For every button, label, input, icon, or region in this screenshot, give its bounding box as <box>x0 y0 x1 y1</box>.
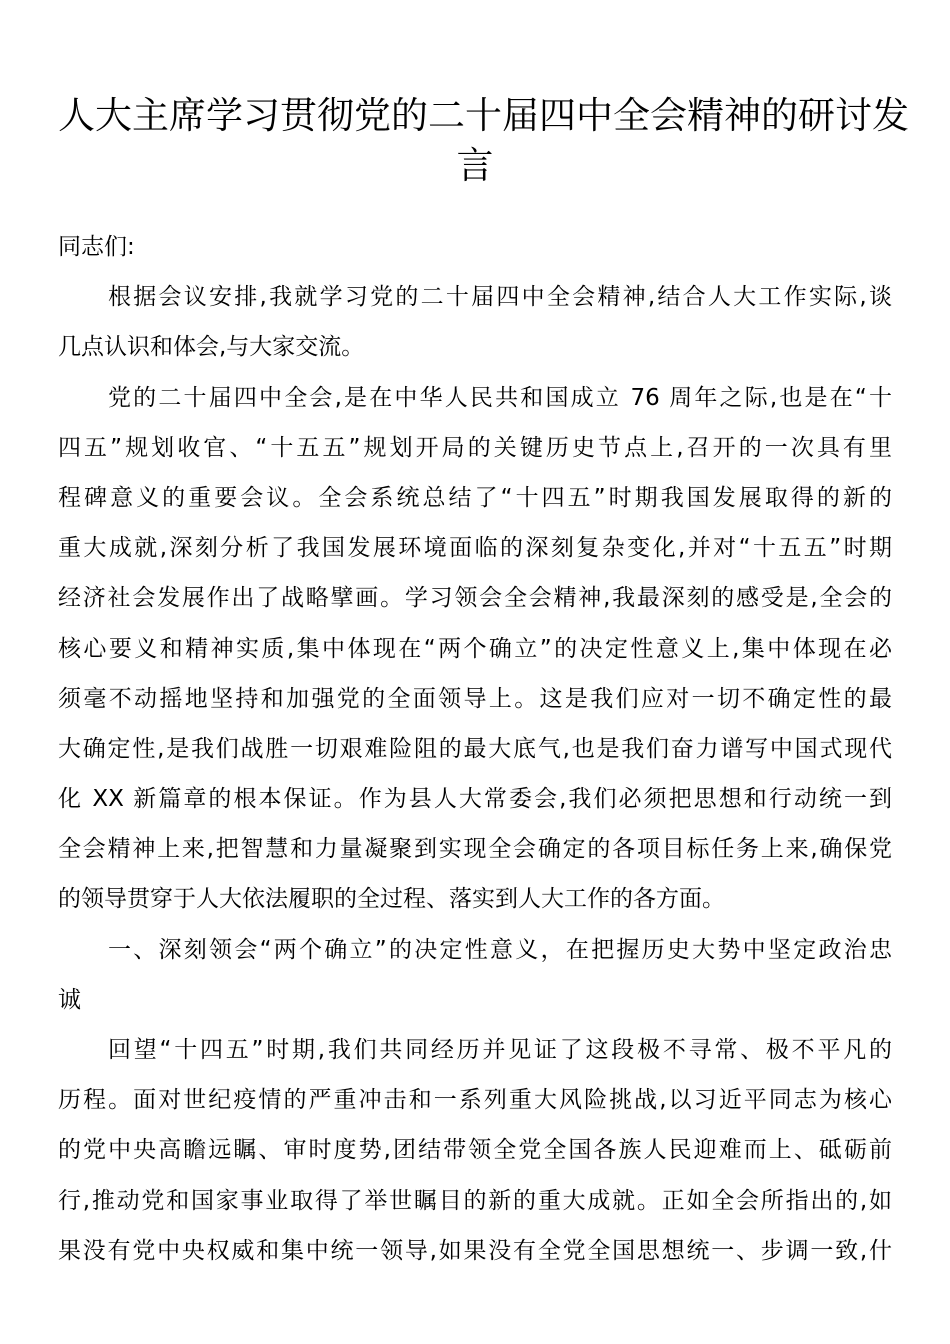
paragraph-line: 党的二十届四中全会,是在中华人民共和国成立 76 周年之际,也是在“十 <box>108 384 892 411</box>
paragraph-line: 核心要义和精神实质,集中体现在“两个确立”的决定性意义上,集中体现在必 <box>58 635 892 662</box>
paragraph-line: 根据会议安排,我就学习党的二十届四中全会精神,结合人大工作实际,谈 <box>108 284 892 311</box>
paragraph-line: 果没有党中央权威和集中统一领导,如果没有全党全国思想统一、步调一致,什 <box>58 1237 892 1264</box>
paragraph-line: 大确定性,是我们战胜一切艰难险阻的最大底气,也是我们奋力谱写中国式现代 <box>58 735 892 762</box>
document-title <box>58 91 909 191</box>
paragraph-intro <box>58 272 892 372</box>
paragraph-line: 重大成就,深刻分析了我国发展环境面临的深刻复杂变化,并对“十五五”时期 <box>58 535 892 562</box>
paragraph-line: 行,推动党和国家事业取得了举世瞩目的新的重大成就。正如全会所指出的,如 <box>58 1187 892 1214</box>
paragraph-line: 历程。面对世纪疫情的严重冲击和一系列重大风险挑战,以习近平同志为核心 <box>58 1087 892 1114</box>
title-line: 言 <box>456 143 494 187</box>
paragraph-line: 经济社会发展作出了战略擘画。学习领会全会精神,我最深刻的感受是,全会的 <box>58 585 892 612</box>
title-line: 人大主席学习贯彻党的二十届四中全会精神的研讨发 <box>58 93 909 137</box>
paragraph-line: 程碑意义的重要会议。全会系统总结了“十四五”时期我国发展取得的新的 <box>58 484 892 511</box>
paragraph-line: 几点认识和体会,与大家交流。 <box>58 334 365 361</box>
paragraph-line: 的党中央高瞻远瞩、审时度势,团结带领全党全国各族人民迎难而上、砥砺前 <box>58 1137 892 1164</box>
paragraph-line: 四五”规划收官、“十五五”规划开局的关键历史节点上,召开的一次具有里 <box>58 434 892 461</box>
paragraph-line: 化 XX 新篇章的根本保证。作为县人大常委会,我们必须把思想和行动统一到 <box>58 786 892 813</box>
heading-line: 诚 <box>58 986 81 1013</box>
document-body <box>58 222 892 1276</box>
paragraph-line: 须毫不动摇地坚持和加强党的全面领导上。这是我们应对一切不确定性的最 <box>58 685 892 712</box>
heading-line: 一、深刻领会“两个确立”的决定性意义，在把握历史大势中坚定政治忠 <box>108 936 892 963</box>
paragraph-line: 的领导贯穿于人大依法履职的全过程、落实到人大工作的各方面。 <box>58 886 725 913</box>
paragraph-plenum-significance <box>58 373 892 925</box>
paragraph-review-14th-fyp <box>58 1025 892 1276</box>
salutation: 同志们: <box>58 234 135 260</box>
section-heading-1 <box>58 925 892 1025</box>
paragraph-line: 全会精神上来,把智慧和力量凝聚到实现全会确定的各项目标任务上来,确保党 <box>58 836 892 863</box>
paragraph-line: 回望“十四五”时期,我们共同经历并见证了这段极不寻常、极不平凡的 <box>108 1037 892 1063</box>
